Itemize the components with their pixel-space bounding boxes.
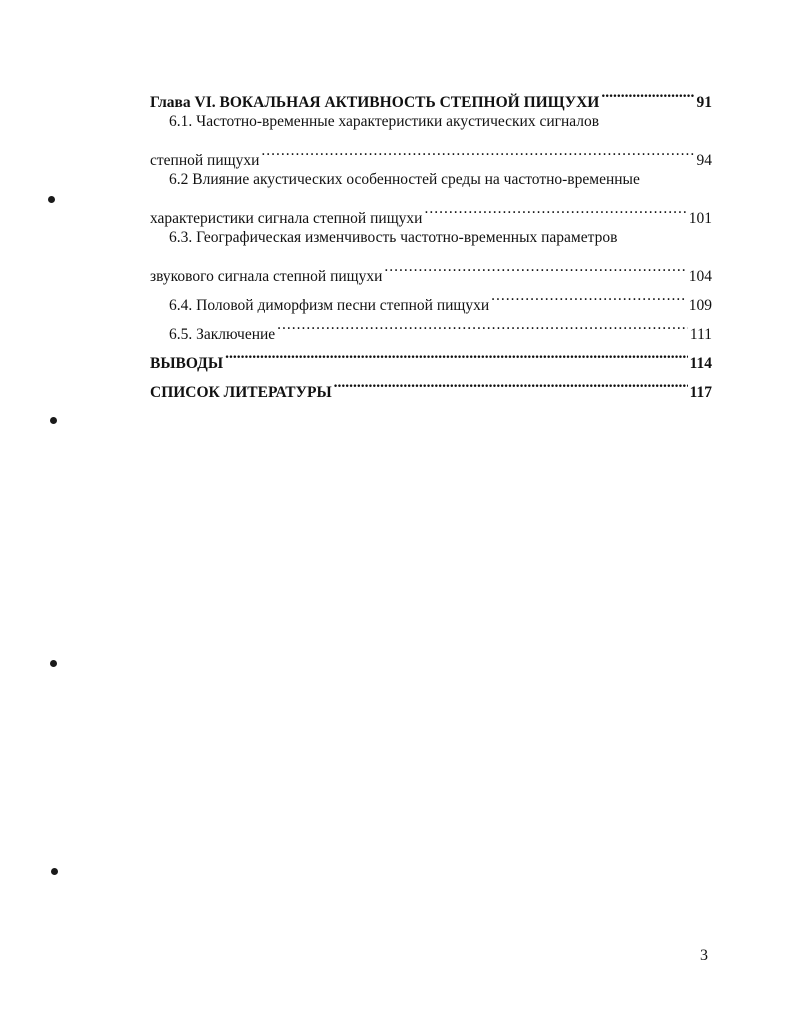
toc-entry-title: 6.2 Влияние акустических особенностей среды на частотно-временные <box>169 171 640 188</box>
toc-entry-title: ВЫВОДЫ <box>150 355 224 372</box>
toc-entry-title-continued: степной пищухи <box>150 152 260 169</box>
toc-entry-references <box>150 368 712 401</box>
toc-entry-6-1-line-2 <box>150 136 712 169</box>
toc-entry-page: 94 <box>696 152 712 169</box>
toc-entry-title: 6.1. Частотно-временные характеристики акустических сигналов <box>169 113 600 130</box>
toc-entry-title: 6.4. Половой диморфизм песни степной пищухи <box>169 297 490 314</box>
toc-entry-page: 117 <box>689 384 712 401</box>
toc-entry-title-continued: звукового сигнала степной пищухи <box>150 268 383 285</box>
toc-entry-chapter-6 <box>150 78 712 111</box>
toc-entry-page: 101 <box>688 210 712 227</box>
toc-leader-dots <box>424 194 686 223</box>
toc-entry-title-continued: характеристики сигнала степной пищухи <box>150 210 423 227</box>
table-of-contents <box>150 78 712 401</box>
toc-entry-6-1-line-1 <box>150 107 712 136</box>
toc-leader-dots <box>601 78 694 107</box>
toc-entry-page: 104 <box>688 268 712 285</box>
toc-leader-dots <box>384 252 686 281</box>
toc-entry-title: 6.5. Заключение <box>169 326 276 343</box>
toc-entry-conclusions <box>150 339 712 372</box>
toc-leader-dots <box>334 368 688 397</box>
page-number: 3 <box>700 947 708 964</box>
toc-entry-page: 114 <box>689 355 712 372</box>
punch-hole-mark <box>50 417 57 424</box>
punch-hole-mark <box>48 196 55 203</box>
toc-entry-page: 111 <box>689 326 712 343</box>
toc-entry-6-3-line-2 <box>150 252 712 285</box>
toc-entry-6-2-line-2 <box>150 194 712 227</box>
toc-entry-title: Глава VI. ВОКАЛЬНАЯ АКТИВНОСТЬ СТЕПНОЙ ПИЩУХИ <box>150 94 600 111</box>
toc-entry-6-2-line-1 <box>150 165 712 194</box>
toc-entry-page: 109 <box>688 297 712 314</box>
toc-entry-title: СПИСОК ЛИТЕРАТУРЫ <box>150 384 332 401</box>
punch-hole-mark <box>51 868 58 875</box>
toc-leader-dots <box>261 136 694 165</box>
toc-leader-dots <box>225 339 688 368</box>
punch-hole-mark <box>50 660 57 667</box>
toc-leader-dots <box>491 281 687 310</box>
toc-entry-page: 91 <box>696 94 712 111</box>
toc-leader-dots <box>277 310 688 339</box>
toc-entry-6-3-line-1 <box>150 223 712 252</box>
toc-entry-title: 6.3. Географическая изменчивость частотно-временных параметров <box>169 229 618 246</box>
